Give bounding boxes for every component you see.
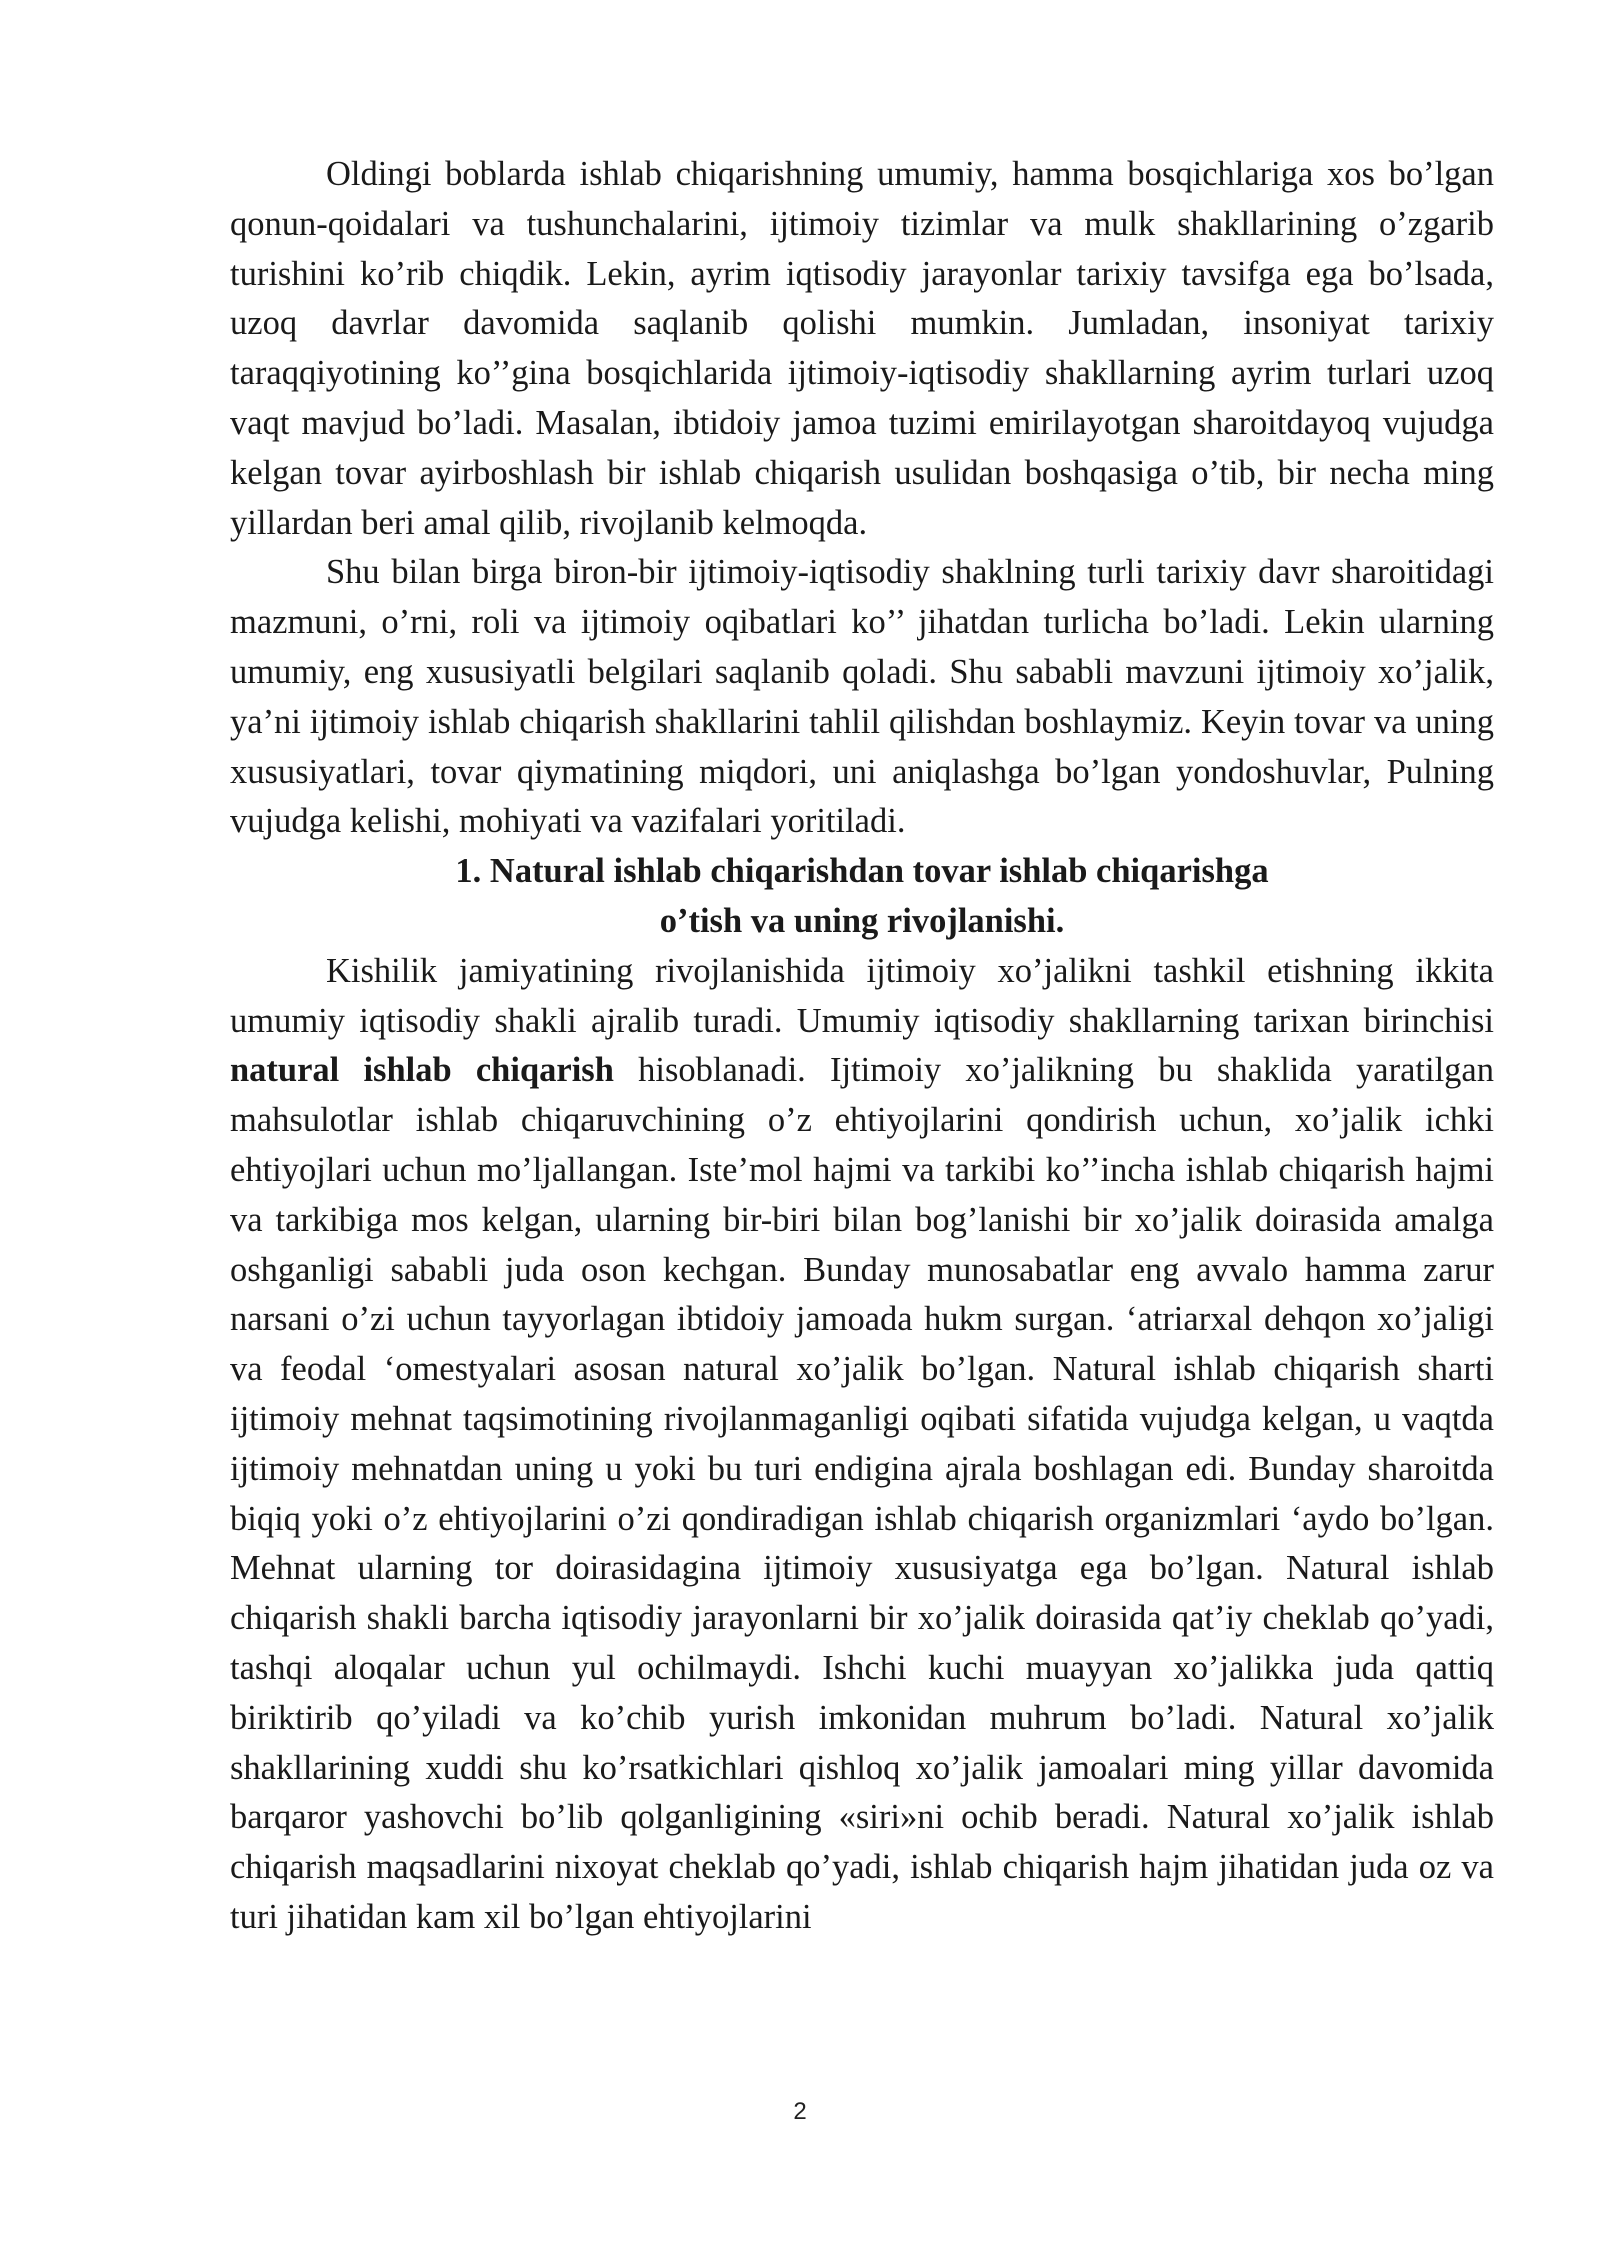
document-page: [230, 150, 1494, 1943]
paragraph-social-economic-forms: Shu bilan birga biron-bir ijtimoiy-iqtisodiy shaklning turli tarixiy davr sharoitidagi mazmuni, o’rni, roli va ijtimoiy oqibatlari ko’’ jihatdan turlicha bo’ladi. Lekin ularning umumiy, eng xususiyatli belgilari saqlanib qoladi. Shu sababli mavzuni ijtimoiy xo’jalik, ya’ni ijtimoiy ishlab chiqarish shakllarini tahlil qilishdan boshlaymiz. Keyin tovar va uning xususiyatlari, tovar qiymatining miqdori, uni aniqlashga bo’lgan yondoshuvlar, Pulning vujudga kelishi, mohiyati va vazifalari yoritiladi.: [230, 553, 1494, 841]
bold-term: natural ishlab chiqarish: [230, 1051, 614, 1090]
section-heading: [230, 847, 1494, 947]
paragraph-text-start: Kishilik jamiyatining rivojlanishida ijtimoiy xo’jalikni tashkil etishning ikkita umumiy iqtisodiy shakli ajralib turadi. Umumiy iqtisodiy shakllarning tarixan birinchisi: [230, 951, 1494, 1040]
paragraph-intro: Oldingi boblarda ishlab chiqarishning umumiy, hamma bosqichlariga xos bo’lgan qonun-qoidalari va tushunchalarini, ijtimoiy tizimlar va mulk shakllarining o’zgarib turishini ko’rib chiqdik. Lekin, ayrim iqtisodiy jarayonlar tarixiy tavsifga ega bo’lsada, uzoq davrlar davomida saqlanib qolishi mumkin. Jumladan, insoniyat tarixiy taraqqiyotining ko’’gina bosqichlarida ijtimoiy-iqtisodiy shakllarning ayrim turlari uzoq vaqt mavjud bo’ladi. Masalan, ibtidoiy jamoa tuzimi emirilayotgan sharoitdayoq vujudga kelgan tovar ayirboshlash bir ishlab chiqarish usulidan boshqasiga o’tib, bir necha ming yillardan beri amal qilib, rivojlanib kelmoqda.: [230, 155, 1494, 542]
section-heading-line-2: o’tish va uning rivojlanishi.: [659, 901, 1065, 940]
section-heading-line-1: 1. Natural ishlab chiqarishdan tovar ishlab chiqarishga: [455, 852, 1269, 891]
paragraph-text-rest: hisoblanadi. Ijtimoiy xo’jalikning bu shaklida yaratilgan mahsulotlar ishlab chiqaruvchining o’z ehtiyojlarini qondirish uchun, xo’jalik ichki ehtiyojlari uchun mo’ljallangan. Iste’mol hajmi va tarkibi ko’’incha ishlab chiqarish hajmi va tarkibiga mos kelgan, ularning bir-biri bilan bog’lanishi bir xo’jalik doirasida amalga oshganligi sababli juda oson kechgan. Bunday munosabatlar eng avvalo hamma zarur narsani o’zi uchun tayyorlagan ibtidoiy jamoada hukm surgan. ‘atriarxal dehqon xo’jaligi va feodal ‘omestyalari asosan natural xo’jalik bo’lgan. Natural ishlab chiqarish sharti ijtimoiy mehnat taqsimotining rivojlanmaganligi oqibati sifatida vujudga kelgan, u vaqtda ijtimoiy mehnatdan uning u yoki bu turi endigina ajrala boshlagan edi. Bunday sharoitda biqiq yoki o’z ehtiyojlarini o’zi qondiradigan ishlab chiqarish organizmlari ‘aydo bo’lgan. Mehnat ularning tor doirasidagina ijtimoiy xususiyatga ega bo’lgan. Natural ishlab chiqarish shakli barcha iqtisodiy jarayonlarni bir xo’jalik doirasida qat’iy cheklab qo’yadi, tashqi aloqalar uchun yul ochilmaydi. Ishchi kuchi muayyan xo’jalikka juda qattiq biriktirib qo’yiladi va ko’chib yurish imkonidan muhrum bo’ladi. Natural xo’jalik shakllarining xuddi shu ko’rsatkichlari qishloq xo’jalik jamoalari ming yillar davomida barqaror yashovchi bo’lib qolganligining «siri»ni ochib beradi. Natural xo’jalik ishlab chiqarish maqsadlarini nixoyat cheklab qo’yadi, ishlab chiqarish hajm jihatidan juda oz va turi jihatidan kam xil bo’lgan ehtiyojlarini: [230, 1051, 1494, 1936]
page-number: 2: [793, 2098, 807, 2125]
paragraph-natural-production: [230, 947, 1494, 1943]
